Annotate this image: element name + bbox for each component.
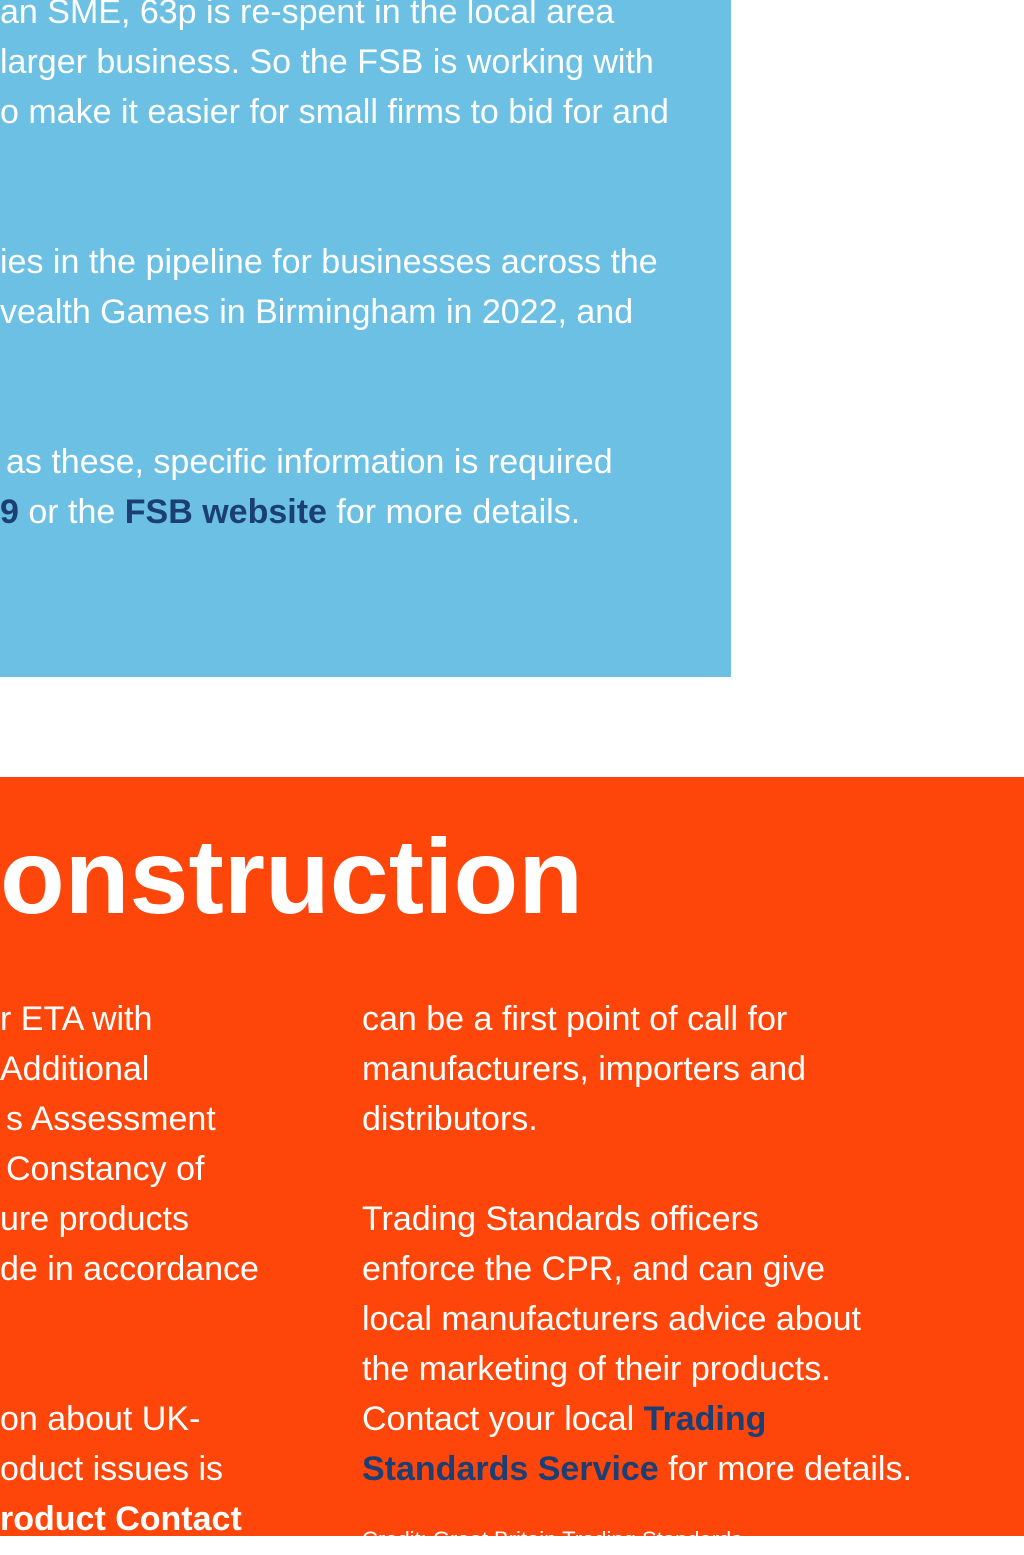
left-column-line: Additional	[0, 1050, 150, 1088]
left-column-line: on about UK-	[0, 1400, 201, 1438]
left-column-line: oduct issues is	[0, 1450, 223, 1488]
section-heading: onstruction	[0, 818, 583, 936]
left-column-line: s Assessment	[6, 1100, 216, 1138]
fsb-info-box	[0, 0, 731, 677]
right-column-line: the marketing of their products.	[362, 1350, 831, 1388]
trading-standards-contact-line	[362, 1394, 766, 1444]
fsb-contact-suffix: for more details.	[326, 493, 581, 531]
fsb-contact-middle: or the	[18, 493, 125, 531]
image-credit: Credit: Great Britain Trading Standards	[362, 1527, 743, 1552]
phone-number-link[interactable]: 9	[0, 493, 19, 531]
right-column-line: Trading Standards officers	[362, 1200, 759, 1238]
trading-standards-link-part2[interactable]: Standards Service	[362, 1450, 659, 1488]
contact-suffix: for more details.	[658, 1450, 912, 1488]
left-column-line: r ETA with	[0, 1000, 153, 1038]
product-contact-link[interactable]: roduct Contact	[0, 1500, 242, 1538]
fsb-text-line: ies in the pipeline for businesses across the	[0, 243, 658, 281]
contact-prefix: Contact your local	[362, 1400, 644, 1438]
right-column-line: enforce the CPR, and can give	[362, 1250, 826, 1288]
left-column-line: de in accordance	[0, 1250, 259, 1288]
fsb-text-line: vealth Games in Birmingham in 2022, and	[0, 293, 634, 331]
trading-standards-contact-line	[362, 1444, 912, 1494]
fsb-text-line: as these, specific information is required	[6, 443, 613, 481]
fsb-contact-line	[0, 487, 580, 537]
right-column-line: can be a first point of call for	[362, 1000, 788, 1038]
fsb-website-link[interactable]: FSB website	[124, 493, 327, 531]
fsb-text-line: o make it easier for small firms to bid for and	[0, 93, 669, 131]
left-column-line: Constancy of	[6, 1150, 205, 1188]
right-column-line: manufacturers, importers and	[362, 1050, 807, 1088]
fsb-text-line: larger business. So the FSB is working with	[0, 43, 654, 81]
right-column-line: distributors.	[362, 1100, 538, 1138]
trading-standards-link-part1[interactable]: Trading	[643, 1400, 767, 1438]
left-column-line: ure products	[0, 1200, 189, 1238]
fsb-text-line: an SME, 63p is re-spent in the local area	[0, 0, 615, 31]
construction-section	[0, 777, 1024, 1552]
right-column-line: local manufacturers advice about	[362, 1300, 861, 1338]
